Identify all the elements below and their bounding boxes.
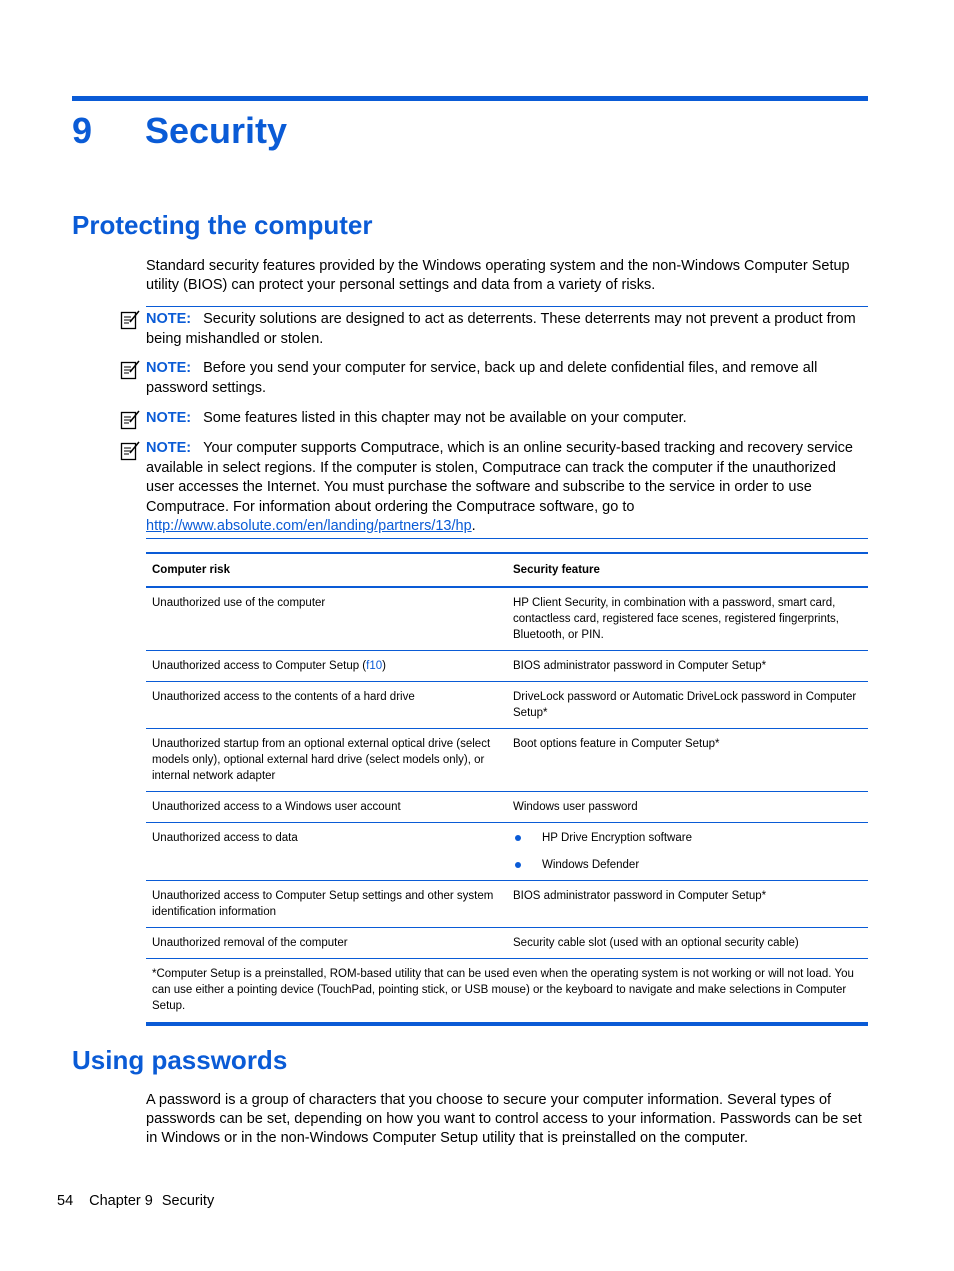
- table-row: [146, 792, 868, 823]
- note-1: [146, 310, 868, 349]
- note-label: NOTE:: [146, 440, 192, 456]
- chapter-top-rule: [72, 96, 868, 101]
- feature-cell: BIOS administrator password in Computer Setup*: [513, 660, 767, 672]
- note-text: Security solutions are designed to act as deterrents. These deterrents may not prevent a product from being mishandled or stolen.: [146, 311, 856, 347]
- chapter-name: Security: [145, 110, 288, 151]
- risk-cell: Unauthorized access to a Windows user account: [152, 801, 401, 813]
- risk-cell: Unauthorized access to data: [152, 832, 298, 844]
- note-label: NOTE:: [146, 311, 192, 327]
- risk-cell: Unauthorized access to the contents of a hard drive: [152, 691, 415, 703]
- feature-cell: BIOS administrator password in Computer Setup*: [513, 890, 767, 902]
- note-pad-icon: [120, 360, 140, 380]
- risk-cell: Unauthorized use of the computer: [152, 597, 326, 609]
- feature-cell: DriveLock password or Automatic DriveLock password in Computer Setup*: [513, 691, 857, 719]
- note-3: [146, 409, 868, 429]
- note-text: Your computer supports Computrace, which is an online security-based tracking and recovery service available in select regions. If the computer is stolen, Computrace can track the computer if the unauthorized user accesses the Internet. You must purchase the software and subscribe to the service in order to use Computrace. For information about ordering the Computrace software, go to: [146, 440, 853, 515]
- f10-key: f10: [366, 660, 383, 672]
- footer-chapter: Chapter 9: [89, 1193, 153, 1209]
- column-header-feature: Security feature: [513, 564, 600, 576]
- feature-cell: HP Client Security, in combination with a password, smart card, contactless card, registered face scenes, registered fingerprints, Bluetooth, or PIN.: [513, 597, 839, 641]
- table-row: [146, 928, 868, 959]
- feature-cell: [507, 823, 868, 880]
- list-item: Windows Defender: [513, 857, 862, 873]
- list-item: HP Drive Encryption software: [513, 830, 862, 846]
- note-2: [146, 359, 868, 398]
- risk-cell: Unauthorized removal of the computer: [152, 937, 348, 949]
- feature-cell: Windows user password: [513, 801, 638, 813]
- note-4: [146, 439, 868, 537]
- notes-top-rule: [146, 306, 868, 307]
- note-pad-icon: [120, 410, 140, 430]
- note-text: Before you send your computer for service, back up and delete confidential files, and remove all password settings.: [146, 360, 818, 396]
- computrace-link[interactable]: http://www.absolute.com/en/landing/partners/13/hp: [146, 518, 472, 534]
- risk-cell: [146, 651, 507, 681]
- section-heading-passwords: Using passwords: [72, 1045, 288, 1075]
- table-header-row: [146, 554, 868, 588]
- footer-title: Security: [161, 1193, 215, 1209]
- risk-text-end: ): [382, 660, 386, 672]
- page-footer: [57, 1193, 230, 1209]
- security-table: [146, 552, 868, 1026]
- note-label: NOTE:: [146, 360, 192, 376]
- column-header-risk: Computer risk: [152, 564, 230, 576]
- note-text: Some features listed in this chapter may not be available on your computer.: [203, 410, 687, 426]
- table-row: [146, 881, 868, 928]
- chapter-number: 9: [72, 110, 93, 151]
- section2-intro: A password is a group of characters that you choose to secure your computer information. Several types of passwords can be set, depending on how you want to control access to your information. Passwords can be set in Windows or in the non-Windows Computer Setup utility that is preinstalled on the computer.: [146, 1092, 862, 1146]
- note-label: NOTE:: [146, 410, 192, 426]
- feature-bullet-list: [513, 830, 862, 873]
- notes-bottom-rule: [146, 538, 868, 539]
- table-row: [146, 682, 868, 729]
- note-pad-icon: [120, 441, 140, 461]
- feature-cell: Security cable slot (used with an optional security cable): [513, 937, 799, 949]
- section-heading-protecting: Protecting the computer: [72, 210, 373, 240]
- note-pad-icon: [120, 310, 140, 330]
- feature-cell: Boot options feature in Computer Setup*: [513, 738, 720, 750]
- page-number: 54: [57, 1193, 74, 1209]
- table-row: [146, 588, 868, 651]
- table-footnote: *Computer Setup is a preinstalled, ROM-based utility that can be used even when the operating system is not working or will not load. You can use either a pointing device (TouchPad, pointing stick, or USB mouse) or the keyboard to navigate and make selections in Computer Setup.: [146, 959, 868, 1026]
- section1-intro: Standard security features provided by the Windows operating system and the non-Windows Computer Setup utility (BIOS) can protect your personal settings and data from a variety of risks.: [146, 258, 850, 293]
- table-row: [146, 823, 868, 881]
- table-row: [146, 729, 868, 792]
- note-text-end: .: [471, 518, 476, 534]
- risk-text: Unauthorized access to Computer Setup (: [152, 660, 367, 672]
- table-row: [146, 651, 868, 682]
- chapter-title: [72, 108, 287, 154]
- risk-cell: Unauthorized startup from an optional external optical drive (select models only), optional external hard drive (select models only), or internal network adapter: [152, 738, 491, 782]
- risk-cell: Unauthorized access to Computer Setup settings and other system identification information: [152, 890, 494, 918]
